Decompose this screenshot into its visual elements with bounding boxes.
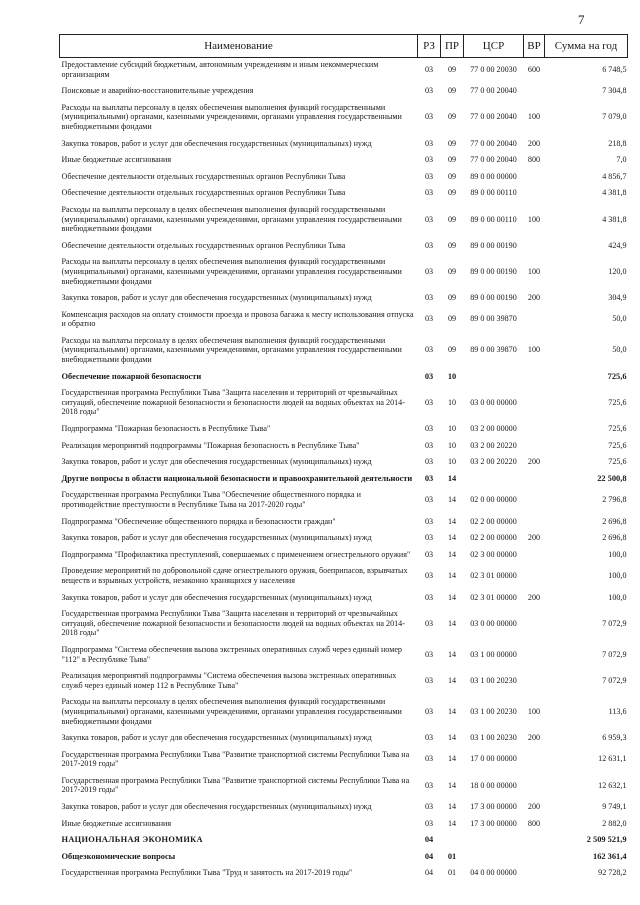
row-name: Расходы на выплаты персоналу в целях обеспечения выполнения функций государственными (муниципальными) органами, казенными учреждениями, органами управления государственными внебюджетными фондами bbox=[61, 697, 402, 726]
row-name: Расходы на выплаты персоналу в целях обеспечения выполнения функций государственными (муниципальными) органами, казенными учреждениями, органами управления государственными внебюджетными фондами bbox=[61, 102, 402, 131]
row-name: Государственная программа Республики Тыва "Труд и занятость на 2017-2019 годы" bbox=[61, 868, 353, 878]
header-pr: ПР bbox=[441, 35, 464, 58]
table-row bbox=[60, 308, 628, 334]
row-pr: 10 bbox=[447, 397, 457, 407]
row-csr: 89 0 00 00110 bbox=[470, 188, 517, 198]
row-name: Закупка товаров, работ и услуг для обеспечения государственных (муниципальных) нужд bbox=[61, 592, 372, 602]
row-vr bbox=[524, 669, 545, 695]
row-vr bbox=[524, 84, 545, 101]
row-pr: 09 bbox=[447, 266, 457, 276]
row-rz: 03 bbox=[424, 138, 434, 148]
row-name: Подпрограмма "Система обеспечения вызова экстренных оперативных служб через единый номер "112" в Республике Тыва" bbox=[61, 644, 402, 664]
table-row bbox=[60, 817, 628, 834]
row-rz: 03 bbox=[424, 371, 434, 381]
row-vr bbox=[524, 386, 545, 422]
row-rz: 03 bbox=[424, 706, 434, 716]
row-vr: 200 bbox=[527, 293, 541, 303]
row-pr: 10 bbox=[447, 440, 457, 450]
row-amount: 4 381,8 bbox=[602, 214, 627, 224]
row-vr: 800 bbox=[527, 155, 541, 165]
row-pr: 14 bbox=[447, 802, 457, 812]
row-csr bbox=[464, 850, 524, 867]
table-row bbox=[60, 291, 628, 308]
row-rz: 03 bbox=[424, 457, 434, 467]
row-name: Обеспечение пожарной безопасности bbox=[61, 371, 202, 381]
row-csr: 89 0 00 00110 bbox=[470, 214, 517, 224]
row-rz: 03 bbox=[424, 780, 434, 790]
row-vr bbox=[524, 866, 545, 883]
row-rz: 03 bbox=[424, 802, 434, 812]
row-pr: 14 bbox=[447, 780, 457, 790]
row-vr bbox=[524, 564, 545, 590]
table-row bbox=[60, 203, 628, 239]
table-row bbox=[60, 488, 628, 514]
row-vr bbox=[524, 548, 545, 565]
row-name: Поисковые и аварийно-восстановительные учреждения bbox=[61, 86, 254, 96]
row-vr bbox=[524, 643, 545, 669]
row-csr: 03 1 00 20230 bbox=[470, 675, 517, 685]
row-pr: 14 bbox=[447, 516, 457, 526]
row-pr: 14 bbox=[447, 549, 457, 559]
row-pr: 14 bbox=[447, 675, 457, 685]
row-csr: 89 0 00 00190 bbox=[470, 293, 517, 303]
row-name: Закупка товаров, работ и услуг для обеспечения государственных (муниципальных) нужд bbox=[61, 733, 372, 743]
row-csr: 17 3 00 00000 bbox=[470, 802, 517, 812]
header-name: Наименование bbox=[60, 35, 418, 58]
row-name: Иные бюджетные ассигнования bbox=[61, 818, 172, 828]
table-body bbox=[60, 58, 628, 884]
row-name: Государственная программа Республики Тыва "Защита населения и территорий от чрезвычайных ситуаций, обеспечение пожарной безопасности и безопасности людей на водных объектах на 2014-2018 годы" bbox=[61, 609, 405, 638]
row-amount: 2 509 521,9 bbox=[586, 835, 627, 845]
row-pr: 09 bbox=[447, 314, 457, 324]
table-row bbox=[60, 137, 628, 154]
row-rz: 03 bbox=[424, 171, 434, 181]
row-amount: 50,0 bbox=[612, 314, 627, 324]
row-vr bbox=[524, 370, 545, 387]
row-csr: 03 0 00 00000 bbox=[470, 397, 517, 407]
table-row bbox=[60, 643, 628, 669]
row-rz: 03 bbox=[424, 345, 434, 355]
table-row bbox=[60, 866, 628, 883]
row-vr: 200 bbox=[527, 733, 541, 743]
table-row bbox=[60, 422, 628, 439]
row-csr: 02 0 00 00000 bbox=[470, 495, 517, 505]
row-pr: 14 bbox=[447, 495, 457, 505]
table-row bbox=[60, 731, 628, 748]
row-name: Закупка товаров, работ и услуг для обеспечения государственных (муниципальных) нужд bbox=[61, 533, 372, 543]
row-rz: 03 bbox=[424, 754, 434, 764]
table-row bbox=[60, 800, 628, 817]
budget-table bbox=[59, 34, 628, 883]
header-vr: ВР bbox=[524, 35, 545, 58]
row-vr bbox=[524, 607, 545, 643]
row-name: Подпрограмма "Пожарная безопасность в Республике Тыва" bbox=[61, 424, 271, 434]
table-row bbox=[60, 334, 628, 370]
row-amount: 7 072,9 bbox=[602, 675, 627, 685]
row-pr: 14 bbox=[447, 533, 457, 543]
row-amount: 4 381,8 bbox=[602, 188, 627, 198]
row-pr: 14 bbox=[447, 754, 457, 764]
row-rz: 03 bbox=[424, 64, 434, 74]
row-name: Подпрограмма "Профилактика преступлений, совершаемых с применением огнестрельного оружия" bbox=[61, 549, 411, 559]
row-name: Компенсация расходов на оплату стоимости проезда и провоза багажа к месту использования отпуска и обратно bbox=[61, 309, 414, 329]
row-pr: 10 bbox=[447, 371, 457, 381]
row-pr: 14 bbox=[447, 618, 457, 628]
row-amount: 113,6 bbox=[608, 706, 627, 716]
header-rz: РЗ bbox=[418, 35, 441, 58]
table-row bbox=[60, 695, 628, 731]
row-vr: 100 bbox=[527, 112, 541, 122]
row-amount: 92 728,2 bbox=[598, 868, 627, 878]
row-rz: 04 bbox=[424, 868, 434, 878]
row-vr: 100 bbox=[527, 706, 541, 716]
table-row bbox=[60, 607, 628, 643]
row-rz: 04 bbox=[424, 835, 434, 845]
row-pr bbox=[441, 833, 464, 850]
row-vr bbox=[524, 833, 545, 850]
row-rz: 03 bbox=[424, 571, 434, 581]
row-pr: 09 bbox=[447, 345, 457, 355]
row-vr bbox=[524, 774, 545, 800]
row-rz: 03 bbox=[424, 86, 434, 96]
row-csr: 77 0 00 20030 bbox=[470, 64, 517, 74]
row-name: Государственная программа Республики Тыва "Обеспечение общественного порядка и противодействие преступности в Республике Тыва на 2017-2020 годы" bbox=[61, 490, 361, 509]
row-vr bbox=[524, 308, 545, 334]
row-name: Государственная программа Республики Тыва "Защита населения и территорий от чрезвычайных ситуаций, обеспечение пожарной безопасности и безопасности людей на водных объектах на 2014-2018 годы" bbox=[61, 388, 405, 417]
row-amount: 304,9 bbox=[608, 293, 627, 303]
row-pr: 01 bbox=[447, 851, 457, 861]
row-vr: 100 bbox=[527, 266, 541, 276]
row-name: Иные бюджетные ассигнования bbox=[61, 155, 172, 165]
row-csr: 77 0 00 20040 bbox=[470, 112, 517, 122]
row-name: Государственная программа Республики Тыва "Развитие транспортной системы Республики Тыва на 2017-2019 годы" bbox=[61, 775, 410, 795]
row-amount: 7 072,9 bbox=[602, 649, 627, 659]
row-csr bbox=[464, 833, 524, 850]
row-amount: 2 696,8 bbox=[602, 516, 627, 526]
row-name: Реализация мероприятий подпрограммы "Система обеспечения вызова экстренных оперативных служб через единый номер 112 в Республике Тыва" bbox=[61, 671, 397, 690]
row-pr: 14 bbox=[447, 706, 457, 716]
row-rz: 03 bbox=[424, 533, 434, 543]
row-vr bbox=[524, 170, 545, 187]
row-amount: 6 748,5 bbox=[602, 64, 627, 74]
row-pr: 10 bbox=[447, 457, 457, 467]
table-row bbox=[60, 669, 628, 695]
row-pr: 09 bbox=[447, 64, 457, 74]
row-pr: 14 bbox=[447, 473, 457, 483]
row-csr: 77 0 00 20040 bbox=[470, 138, 517, 148]
row-amount: 162 361,4 bbox=[593, 851, 627, 861]
row-pr: 14 bbox=[447, 649, 457, 659]
row-csr: 03 2 00 00000 bbox=[470, 424, 517, 434]
table-row bbox=[60, 455, 628, 472]
row-vr bbox=[524, 186, 545, 203]
row-csr bbox=[464, 472, 524, 489]
row-amount: 7,0 bbox=[616, 155, 627, 165]
row-pr: 09 bbox=[447, 138, 457, 148]
row-name: Обеспечение деятельности отдельных государственных органов Республики Тыва bbox=[61, 188, 346, 198]
table-row bbox=[60, 548, 628, 565]
row-name: Реализация мероприятий подпрограммы "Пожарная безопасность в Республике Тыва" bbox=[61, 440, 360, 450]
row-amount: 218,8 bbox=[608, 138, 627, 148]
row-pr: 09 bbox=[447, 86, 457, 96]
table-row bbox=[60, 101, 628, 137]
row-rz: 03 bbox=[424, 618, 434, 628]
page-number: 7 bbox=[578, 12, 585, 27]
row-csr: 89 0 00 00000 bbox=[470, 171, 517, 181]
row-csr: 17 0 00 00000 bbox=[470, 754, 517, 764]
row-vr: 200 bbox=[527, 138, 541, 148]
row-name: Закупка товаров, работ и услуг для обеспечения государственных (муниципальных) нужд bbox=[61, 802, 372, 812]
row-rz: 03 bbox=[424, 818, 434, 828]
row-amount: 725,6 bbox=[607, 371, 627, 381]
row-csr: 03 1 00 00000 bbox=[470, 649, 517, 659]
row-amount: 12 631,1 bbox=[598, 754, 627, 764]
row-vr bbox=[524, 488, 545, 514]
row-pr: 09 bbox=[447, 188, 457, 198]
row-rz: 03 bbox=[424, 188, 434, 198]
row-csr: 89 0 00 00190 bbox=[470, 240, 517, 250]
row-amount: 2 796,8 bbox=[602, 495, 627, 505]
table-row bbox=[60, 439, 628, 456]
row-rz: 03 bbox=[424, 214, 434, 224]
row-rz: 03 bbox=[424, 314, 434, 324]
row-vr bbox=[524, 515, 545, 532]
row-name: Предоставление субсидий бюджетным, автономным учреждениям и иным некоммерческим организациям bbox=[61, 60, 379, 79]
row-rz: 03 bbox=[424, 440, 434, 450]
row-csr: 89 0 00 00190 bbox=[470, 266, 517, 276]
row-rz: 03 bbox=[424, 240, 434, 250]
row-name: Закупка товаров, работ и услуг для обеспечения государственных (муниципальных) нужд bbox=[61, 138, 372, 148]
table-row bbox=[60, 564, 628, 590]
row-amount: 100,0 bbox=[608, 571, 627, 581]
row-csr: 03 0 00 00000 bbox=[470, 618, 517, 628]
row-csr: 17 3 00 00000 bbox=[470, 818, 517, 828]
table-row bbox=[60, 591, 628, 608]
row-rz: 03 bbox=[424, 649, 434, 659]
row-pr: 09 bbox=[447, 112, 457, 122]
row-vr bbox=[524, 439, 545, 456]
row-csr: 02 3 00 00000 bbox=[470, 549, 517, 559]
row-pr: 14 bbox=[447, 733, 457, 743]
row-amount: 725,6 bbox=[608, 440, 627, 450]
row-rz: 03 bbox=[424, 549, 434, 559]
row-csr: 77 0 00 20040 bbox=[470, 155, 517, 165]
row-csr bbox=[464, 370, 524, 387]
row-rz: 03 bbox=[424, 675, 434, 685]
row-name: Государственная программа Республики Тыва "Развитие транспортной системы Республики Тыва на 2017-2019 годы" bbox=[61, 749, 410, 769]
row-name: Закупка товаров, работ и услуг для обеспечения государственных (муниципальных) нужд bbox=[61, 457, 372, 467]
row-rz: 03 bbox=[424, 397, 434, 407]
row-csr: 89 0 00 39870 bbox=[470, 314, 517, 324]
row-vr: 200 bbox=[527, 457, 541, 467]
row-vr bbox=[524, 850, 545, 867]
table-row bbox=[60, 186, 628, 203]
row-amount: 12 632,1 bbox=[598, 780, 627, 790]
row-name: Расходы на выплаты персоналу в целях обеспечения выполнения функций государственными (муниципальными) органами, казенными учреждениями, органами управления государственными внебюджетными фондами bbox=[61, 335, 402, 365]
row-csr: 77 0 00 20040 bbox=[470, 86, 517, 96]
row-amount: 9 749,1 bbox=[602, 802, 627, 812]
row-csr: 02 2 00 00000 bbox=[470, 516, 517, 526]
row-amount: 50,0 bbox=[612, 345, 627, 355]
table-row bbox=[60, 833, 628, 850]
row-amount: 2 882,0 bbox=[602, 818, 627, 828]
row-rz: 03 bbox=[424, 424, 434, 434]
table-row bbox=[60, 472, 628, 489]
row-csr: 02 3 01 00000 bbox=[470, 592, 517, 602]
table-row bbox=[60, 774, 628, 800]
row-csr: 03 2 00 20220 bbox=[470, 440, 517, 450]
table-row bbox=[60, 84, 628, 101]
row-rz: 03 bbox=[424, 266, 434, 276]
row-rz: 03 bbox=[424, 112, 434, 122]
row-pr: 09 bbox=[447, 240, 457, 250]
row-pr: 14 bbox=[447, 818, 457, 828]
row-vr bbox=[524, 422, 545, 439]
row-amount: 424,9 bbox=[608, 240, 627, 250]
table-row bbox=[60, 239, 628, 256]
row-pr: 09 bbox=[447, 214, 457, 224]
row-name: Расходы на выплаты персоналу в целях обеспечения выполнения функций государственными (муниципальными) органами, казенными учреждениями, органами управления государственными внебюджетными фондами bbox=[61, 204, 402, 234]
row-vr: 600 bbox=[527, 64, 541, 74]
table-row bbox=[60, 515, 628, 532]
row-pr: 14 bbox=[447, 571, 457, 581]
row-pr: 09 bbox=[447, 293, 457, 303]
row-csr: 03 1 00 20230 bbox=[470, 733, 517, 743]
table-row bbox=[60, 153, 628, 170]
row-vr: 800 bbox=[527, 818, 541, 828]
row-name: Другие вопросы в области национальной безопасности и правоохранительной деятельности bbox=[61, 473, 413, 483]
row-rz: 03 bbox=[424, 473, 434, 483]
row-rz: 04 bbox=[424, 851, 434, 861]
row-amount: 7 304,8 bbox=[602, 86, 627, 96]
row-csr: 89 0 00 39870 bbox=[470, 345, 517, 355]
table-row bbox=[60, 370, 628, 387]
row-rz: 03 bbox=[424, 592, 434, 602]
row-csr: 04 0 00 00000 bbox=[470, 868, 517, 878]
row-csr: 03 1 00 20230 bbox=[470, 706, 517, 716]
row-csr: 02 2 00 00000 bbox=[470, 533, 517, 543]
table-row bbox=[60, 170, 628, 187]
row-csr: 18 0 00 00000 bbox=[470, 780, 517, 790]
table-row bbox=[60, 386, 628, 422]
row-rz: 03 bbox=[424, 155, 434, 165]
row-amount: 725,6 bbox=[608, 424, 627, 434]
row-name: Обеспечение деятельности отдельных государственных органов Республики Тыва bbox=[61, 240, 346, 250]
row-name: Подпрограмма "Обеспечение общественного порядка и безопасности граждан" bbox=[61, 516, 336, 526]
row-amount: 725,6 bbox=[608, 457, 627, 467]
row-name: Проведение мероприятий по добровольной сдаче огнестрельного оружия, боеприпасов, взрывчатых веществ и взрывных устройств, незаконно хранящихся у населения bbox=[61, 566, 408, 585]
table-header-row bbox=[60, 35, 628, 58]
row-rz: 03 bbox=[424, 495, 434, 505]
row-vr: 200 bbox=[527, 533, 541, 543]
table-row bbox=[60, 58, 628, 85]
row-vr bbox=[524, 472, 545, 489]
table-row bbox=[60, 531, 628, 548]
row-amount: 4 856,7 bbox=[602, 171, 627, 181]
row-amount: 7 079,0 bbox=[602, 112, 627, 122]
row-amount: 120,0 bbox=[608, 266, 627, 276]
row-vr bbox=[524, 239, 545, 256]
row-pr: 10 bbox=[447, 424, 457, 434]
row-amount: 7 072,9 bbox=[602, 618, 627, 628]
row-amount: 725,6 bbox=[608, 397, 627, 407]
table-row bbox=[60, 255, 628, 291]
row-name: НАЦИОНАЛЬНАЯ ЭКОНОМИКА bbox=[61, 835, 203, 845]
row-amount: 100,0 bbox=[608, 592, 627, 602]
table-row bbox=[60, 748, 628, 774]
row-vr: 200 bbox=[527, 802, 541, 812]
row-vr: 100 bbox=[527, 214, 541, 224]
row-name: Расходы на выплаты персоналу в целях обеспечения выполнения функций государственными (муниципальными) органами, казенными учреждениями, органами управления государственными внебюджетными фондами bbox=[61, 257, 402, 286]
row-name: Общеэкономические вопросы bbox=[61, 851, 176, 861]
row-csr: 03 2 00 20220 bbox=[470, 457, 517, 467]
row-vr: 100 bbox=[527, 345, 541, 355]
row-name: Закупка товаров, работ и услуг для обеспечения государственных (муниципальных) нужд bbox=[61, 293, 372, 303]
row-name: Обеспечение деятельности отдельных государственных органов Республики Тыва bbox=[61, 171, 346, 181]
row-amount: 2 696,8 bbox=[602, 533, 627, 543]
row-pr: 01 bbox=[447, 868, 457, 878]
row-pr: 14 bbox=[447, 592, 457, 602]
row-vr bbox=[524, 748, 545, 774]
row-rz: 03 bbox=[424, 516, 434, 526]
row-pr: 09 bbox=[447, 171, 457, 181]
row-vr: 200 bbox=[527, 592, 541, 602]
row-pr: 09 bbox=[447, 155, 457, 165]
row-rz: 03 bbox=[424, 733, 434, 743]
row-amount: 6 959,3 bbox=[602, 733, 627, 743]
table-row bbox=[60, 850, 628, 867]
row-amount: 22 500,8 bbox=[597, 473, 627, 483]
row-rz: 03 bbox=[424, 293, 434, 303]
row-amount: 100,0 bbox=[608, 549, 627, 559]
row-csr: 02 3 01 00000 bbox=[470, 571, 517, 581]
header-amount: Сумма на год bbox=[545, 35, 628, 58]
header-csr: ЦСР bbox=[464, 35, 524, 58]
